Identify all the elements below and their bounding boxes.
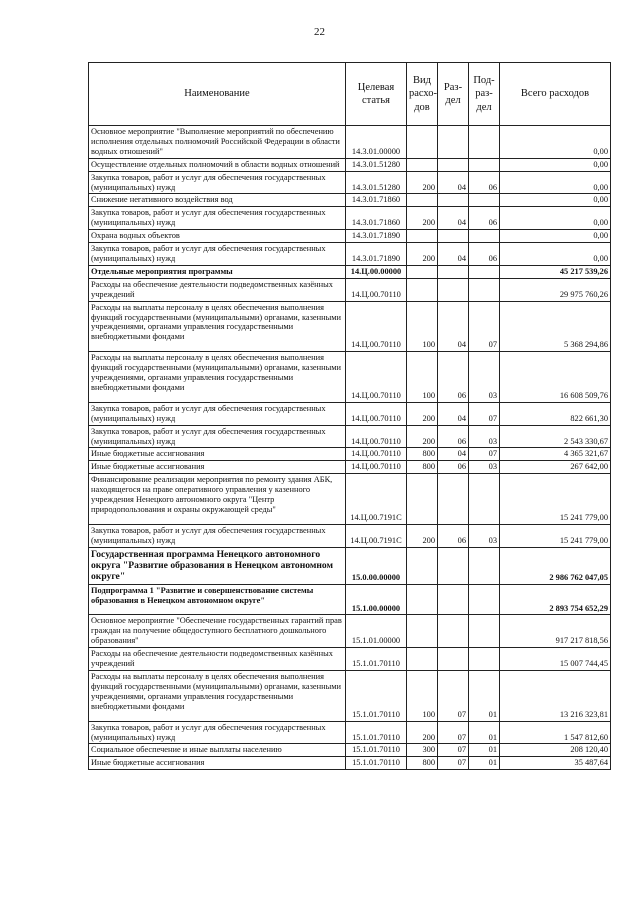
row-podrazdel [469,194,500,207]
row-name: Расходы на выплаты персоналу в целях обеспечения выполнения функций государственными (муниципальными) органами, казенными учреждениями, органами управления государственными внебюджетными фондами [89,352,346,403]
row-name: Закупка товаров, работ и услуг для обеспечения государственных (муниципальных) нужд [89,721,346,744]
table-row [89,207,611,230]
row-total: 2 893 754 652,29 [500,584,611,615]
row-podrazdel: 07 [469,448,500,461]
row-total: 822 661,30 [500,402,611,425]
header-vid: Вид расхо-дов [407,63,438,126]
table-row [89,301,611,352]
row-razdel: 07 [438,721,469,744]
row-vid: 300 [407,744,438,757]
row-podrazdel [469,126,500,159]
row-razdel [438,474,469,525]
row-total: 2 543 330,67 [500,425,611,448]
row-vid: 200 [407,171,438,194]
row-target: 15.1.01.70110 [346,721,407,744]
row-total: 0,00 [500,126,611,159]
page-number: 22 [314,26,325,38]
row-podrazdel: 07 [469,402,500,425]
table-row [89,474,611,525]
row-name: Основное мероприятие "Обеспечение государственных гарантий прав граждан на получение общедоступного бесплатного дошкольного образования" [89,615,346,648]
row-vid [407,230,438,243]
row-name: Осуществление отдельных полномочий в области водных отношений [89,158,346,171]
row-podrazdel [469,648,500,671]
row-vid: 200 [407,425,438,448]
row-total: 267 642,00 [500,461,611,474]
row-name: Основное мероприятие "Выполнение мероприятий по обеспечению исполнения отдельных полномочий Российской Федерации в области водных отношений" [89,126,346,159]
row-vid [407,194,438,207]
row-vid: 800 [407,448,438,461]
table-row [89,171,611,194]
table-row [89,352,611,403]
row-razdel: 06 [438,352,469,403]
row-vid [407,648,438,671]
row-podrazdel: 01 [469,757,500,770]
row-total: 15 241 779,00 [500,474,611,525]
row-total: 15 241 779,00 [500,524,611,547]
row-name: Подпрограмма 1 "Развитие и совершенствование системы образования в Ненецком автономном округе" [89,584,346,615]
row-name: Закупка товаров, работ и услуг для обеспечения государственных (муниципальных) нужд [89,402,346,425]
row-vid: 100 [407,301,438,352]
row-razdel [438,265,469,278]
row-name: Иные бюджетные ассигнования [89,757,346,770]
header-razdel: Раз-дел [438,63,469,126]
row-razdel: 04 [438,402,469,425]
row-vid: 200 [407,243,438,266]
row-razdel [438,648,469,671]
row-vid: 800 [407,757,438,770]
row-target: 14.Ц.00.70110 [346,448,407,461]
header-total: Всего расходов [500,63,611,126]
row-target: 15.0.00.00000 [346,547,407,584]
row-vid [407,278,438,301]
row-name: Снижение негативного воздействия вод [89,194,346,207]
header-podrazdel: Под-раз-дел [469,63,500,126]
table-row [89,615,611,648]
row-target: 14.Ц.00.70110 [346,402,407,425]
row-target: 14.Ц.00.70110 [346,352,407,403]
row-name: Закупка товаров, работ и услуг для обеспечения государственных (муниципальных) нужд [89,207,346,230]
row-target: 14.3.01.71890 [346,243,407,266]
row-vid: 200 [407,207,438,230]
row-razdel: 04 [438,243,469,266]
row-target: 15.1.01.70110 [346,671,407,722]
row-razdel [438,194,469,207]
row-target: 14.Ц.00.70110 [346,301,407,352]
row-total: 5 368 294,86 [500,301,611,352]
row-vid: 200 [407,721,438,744]
row-target: 14.3.01.00000 [346,126,407,159]
row-podrazdel: 03 [469,425,500,448]
row-target: 15.1.00.00000 [346,584,407,615]
row-target: 15.1.01.00000 [346,615,407,648]
row-total: 16 608 509,76 [500,352,611,403]
row-total: 1 547 812,60 [500,721,611,744]
row-vid [407,126,438,159]
row-total: 15 007 744,45 [500,648,611,671]
row-total: 0,00 [500,171,611,194]
row-razdel [438,584,469,615]
row-target: 14.Ц.00.70110 [346,461,407,474]
row-target: 14.3.01.51280 [346,158,407,171]
row-razdel: 07 [438,757,469,770]
row-target: 14.Ц.00.7191С [346,474,407,525]
row-total: 0,00 [500,158,611,171]
row-vid: 800 [407,461,438,474]
row-total: 0,00 [500,194,611,207]
table-row [89,243,611,266]
row-target: 14.Ц.00.70110 [346,278,407,301]
row-name: Иные бюджетные ассигнования [89,461,346,474]
table-row [89,230,611,243]
row-total: 13 216 323,81 [500,671,611,722]
row-razdel: 04 [438,171,469,194]
table-row [89,648,611,671]
row-vid [407,584,438,615]
row-podrazdel: 03 [469,524,500,547]
row-name: Социальное обеспечение и иные выплаты населению [89,744,346,757]
table-row [89,425,611,448]
table-row [89,448,611,461]
table-row [89,524,611,547]
row-razdel [438,615,469,648]
table-row [89,194,611,207]
row-name: Расходы на выплаты персоналу в целях обеспечения выполнения функций государственными (муниципальными) органами, казенными учреждениями, органами управления государственными внебюджетными фондами [89,301,346,352]
row-razdel: 07 [438,744,469,757]
row-total: 0,00 [500,207,611,230]
row-target: 14.3.01.71860 [346,194,407,207]
row-podrazdel: 01 [469,721,500,744]
row-name: Расходы на выплаты персоналу в целях обеспечения выполнения функций государственными (муниципальными) органами, казенными учреждениями, органами управления государственными внебюджетными фондами [89,671,346,722]
row-vid: 100 [407,352,438,403]
row-podrazdel [469,584,500,615]
table-row [89,461,611,474]
table-row [89,158,611,171]
table-row [89,584,611,615]
row-podrazdel: 03 [469,461,500,474]
header-target: Целевая статья [346,63,407,126]
row-podrazdel: 06 [469,243,500,266]
row-podrazdel [469,547,500,584]
row-razdel [438,547,469,584]
row-name: Закупка товаров, работ и услуг для обеспечения государственных (муниципальных) нужд [89,524,346,547]
row-total: 0,00 [500,230,611,243]
table-row [89,402,611,425]
row-vid: 200 [407,402,438,425]
row-vid [407,547,438,584]
table-row [89,265,611,278]
row-vid: 200 [407,524,438,547]
row-name: Финансирование реализации мероприятия по ремонту здания АБК, находящегося на праве оперативного управления у казенного учреждения Ненецкого автономного округа "Центр природопользования и охраны окружающей среды" [89,474,346,525]
row-razdel: 06 [438,425,469,448]
row-razdel: 07 [438,671,469,722]
row-podrazdel: 01 [469,671,500,722]
table-row [89,126,611,159]
table-row [89,744,611,757]
row-target: 14.3.01.71890 [346,230,407,243]
row-name: Закупка товаров, работ и услуг для обеспечения государственных (муниципальных) нужд [89,425,346,448]
row-vid [407,474,438,525]
row-podrazdel: 06 [469,171,500,194]
row-total: 29 975 760,26 [500,278,611,301]
row-razdel [438,158,469,171]
row-podrazdel [469,278,500,301]
row-razdel: 06 [438,524,469,547]
row-target: 15.1.01.70110 [346,744,407,757]
row-podrazdel [469,230,500,243]
header-row [89,63,611,126]
row-podrazdel: 07 [469,301,500,352]
row-total: 45 217 539,26 [500,265,611,278]
row-vid: 100 [407,671,438,722]
row-total: 4 365 321,67 [500,448,611,461]
row-razdel: 06 [438,461,469,474]
row-podrazdel: 06 [469,207,500,230]
row-razdel [438,126,469,159]
row-name: Отдельные мероприятия программы [89,265,346,278]
row-target: 14.Ц.00.70110 [346,425,407,448]
table-row [89,671,611,722]
row-target: 14.Ц.00.00000 [346,265,407,278]
row-total: 208 120,40 [500,744,611,757]
table-row [89,721,611,744]
table-row [89,757,611,770]
row-name: Охрана водных объектов [89,230,346,243]
row-total: 0,00 [500,243,611,266]
row-podrazdel [469,265,500,278]
row-total: 2 986 762 047,05 [500,547,611,584]
header-name: Наименование [89,63,346,126]
row-name: Закупка товаров, работ и услуг для обеспечения государственных (муниципальных) нужд [89,243,346,266]
row-vid [407,158,438,171]
row-name: Закупка товаров, работ и услуг для обеспечения государственных (муниципальных) нужд [89,171,346,194]
budget-table [88,62,611,770]
row-razdel: 04 [438,448,469,461]
row-name: Государственная программа Ненецкого автономного округа "Развитие образования в Ненецком автономном округе" [89,547,346,584]
row-razdel: 04 [438,301,469,352]
row-podrazdel: 03 [469,352,500,403]
row-target: 15.1.01.70110 [346,648,407,671]
row-target: 14.3.01.51280 [346,171,407,194]
row-name: Расходы на обеспечение деятельности подведомственных казённых учреждений [89,278,346,301]
row-podrazdel [469,474,500,525]
row-razdel [438,278,469,301]
row-name: Расходы на обеспечение деятельности подведомственных казённых учреждений [89,648,346,671]
row-podrazdel [469,615,500,648]
row-razdel [438,230,469,243]
row-target: 14.3.01.71860 [346,207,407,230]
row-target: 14.Ц.00.7191С [346,524,407,547]
row-total: 917 217 818,56 [500,615,611,648]
row-total: 35 487,64 [500,757,611,770]
row-podrazdel: 01 [469,744,500,757]
row-podrazdel [469,158,500,171]
table-row [89,278,611,301]
table-row [89,547,611,584]
row-razdel: 04 [438,207,469,230]
row-vid [407,265,438,278]
row-name: Иные бюджетные ассигнования [89,448,346,461]
row-target: 15.1.01.70110 [346,757,407,770]
row-vid [407,615,438,648]
